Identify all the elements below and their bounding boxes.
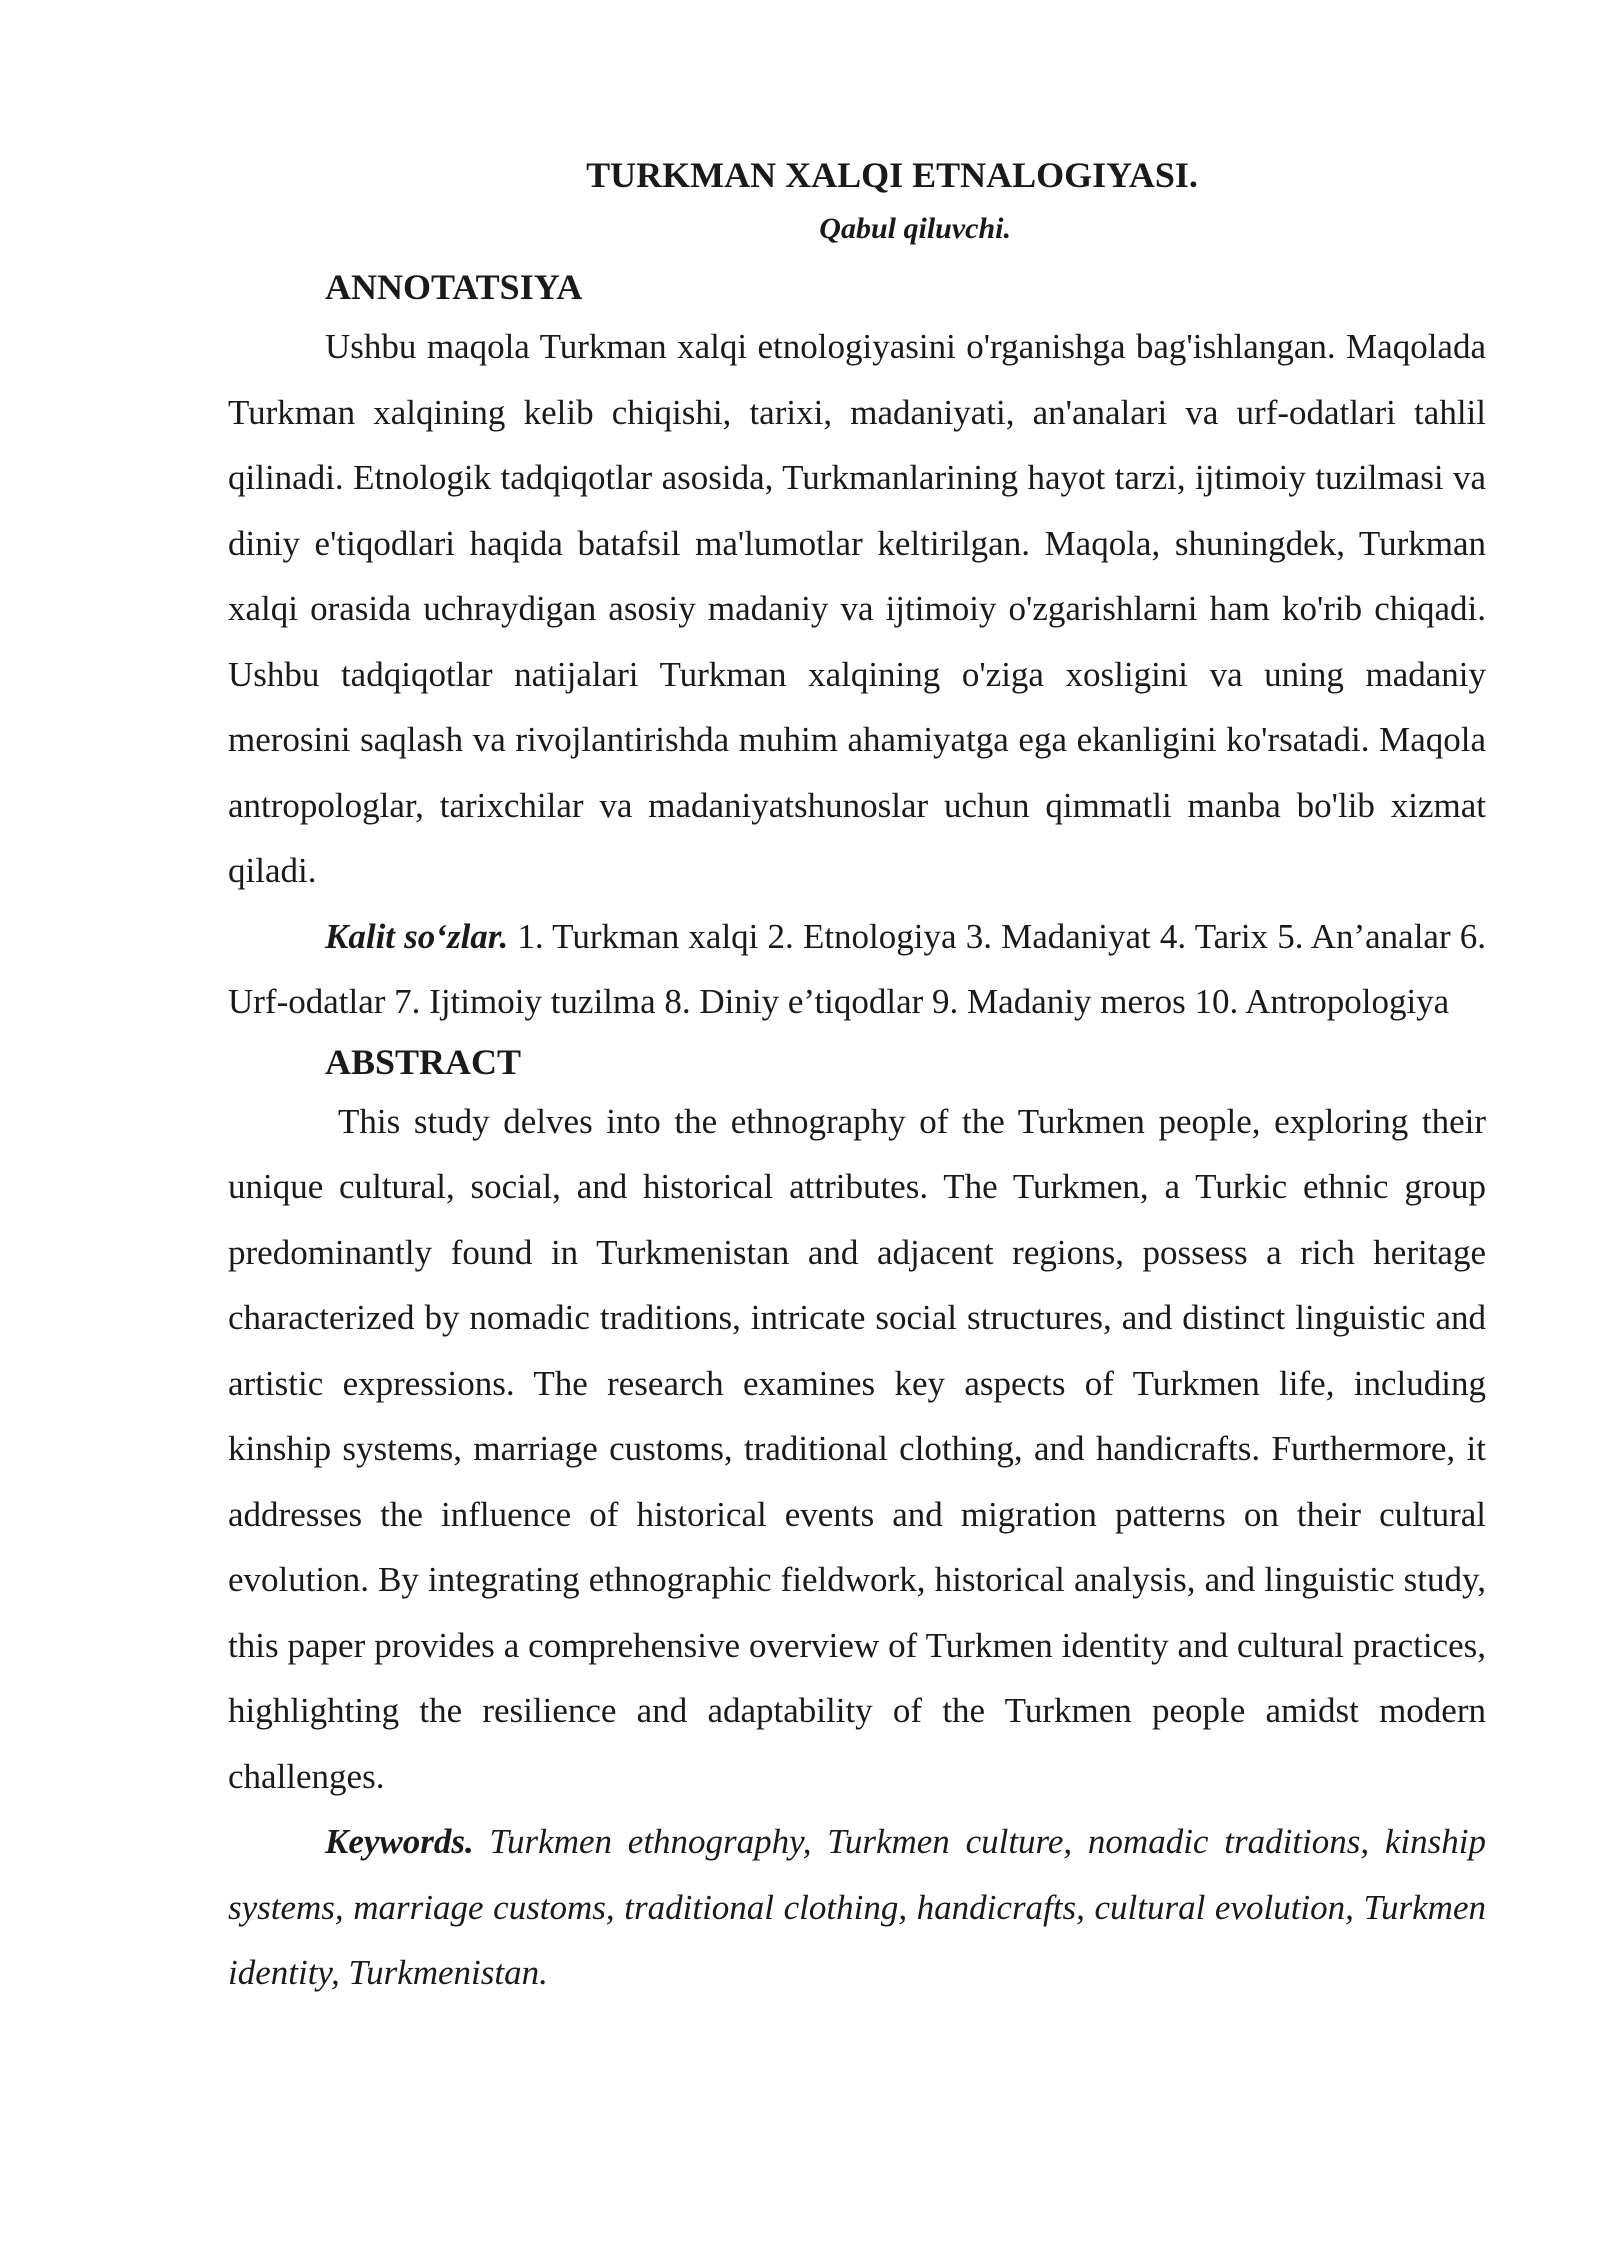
annotation-keywords	[228, 904, 1486, 1035]
receiver-label: Qabul qiluvchi.	[819, 212, 1011, 245]
abstract-keywords-label: Keywords.	[325, 1822, 474, 1861]
abstract-text: This study delves into the ethnography of the Turkmen people, exploring their unique cultural, social, and historical attributes. The Turkmen, a Turkic ethnic group predominantly found in Turkmenistan and adjacent regions, possess a rich heritage characterized by nomadic traditions, intricate social structures, and distinct linguistic and artistic expressions. The research examines key aspects of Turkmen life, including kinship systems, marriage customs, traditional clothing, and handicrafts. Furthermore, it addresses the influence of historical events and migration patterns on their cultural evolution. By integrating ethnographic fieldwork, historical analysis, and linguistic study, this paper provides a comprehensive overview of Turkmen identity and cultural practices, highlighting the resilience and adaptability of the Turkmen people amidst modern challenges.	[228, 1101, 1486, 1796]
annotation-keywords-label: Kalit so‘zlar.	[325, 916, 509, 956]
abstract-keywords-text: Turkmen ethnography, Turkmen culture, nomadic traditions, kinship systems, marriage customs, traditional clothing, handicrafts, cultural evolution, Turkmen identity, Turkmenistan.	[228, 1822, 1486, 1992]
annotation-keywords-text: 1. Turkman xalqi 2. Etnologiya 3. Madaniyat 4. Tarix 5. An’analar 6. Urf-odatlar 7. Ijtimoiy tuzilma 8. Diniy e’tiqodlar 9. Madaniy meros 10. Antropologiya	[228, 916, 1487, 1021]
abstract-heading: ABSTRACT	[325, 1041, 522, 1082]
document-title: TURKMAN XALQI ETNALOGIYASI.	[586, 155, 1198, 195]
abstract-keywords	[228, 1809, 1486, 2006]
annotation-text: Ushbu maqola Turkman xalqi etnologiyasini o'rganishga bag'ishlangan. Maqolada Turkman xalqining kelib chiqishi, tarixi, madaniyati, an'analari va urf-odatlari tahlil qilinadi. Etnologik tadqiqotlar asosida, Turkmanlarining hayot tarzi, ijtimoiy tuzilmasi va diniy e'tiqodlari haqida batafsil ma'lumotlar keltirilgan. Maqola, shuningdek, Turkman xalqi orasida uchraydigan asosiy madaniy va ijtimoiy o'zgarishlarni ham ko'rib chiqadi. Ushbu tadqiqotlar natijalari Turkman xalqining o'ziga xosligini va uning madaniy merosini saqlash va rivojlantirishda muhim ahamiyatga ega ekanligini ko'rsatadi. Maqola antropologlar, tarixchilar va madaniyatshunoslar uchun qimmatli manba bo'lib xizmat qiladi.	[228, 327, 1486, 890]
annotation-heading: ANNOTATSIYA	[325, 267, 583, 307]
document-page	[228, 148, 1486, 2006]
